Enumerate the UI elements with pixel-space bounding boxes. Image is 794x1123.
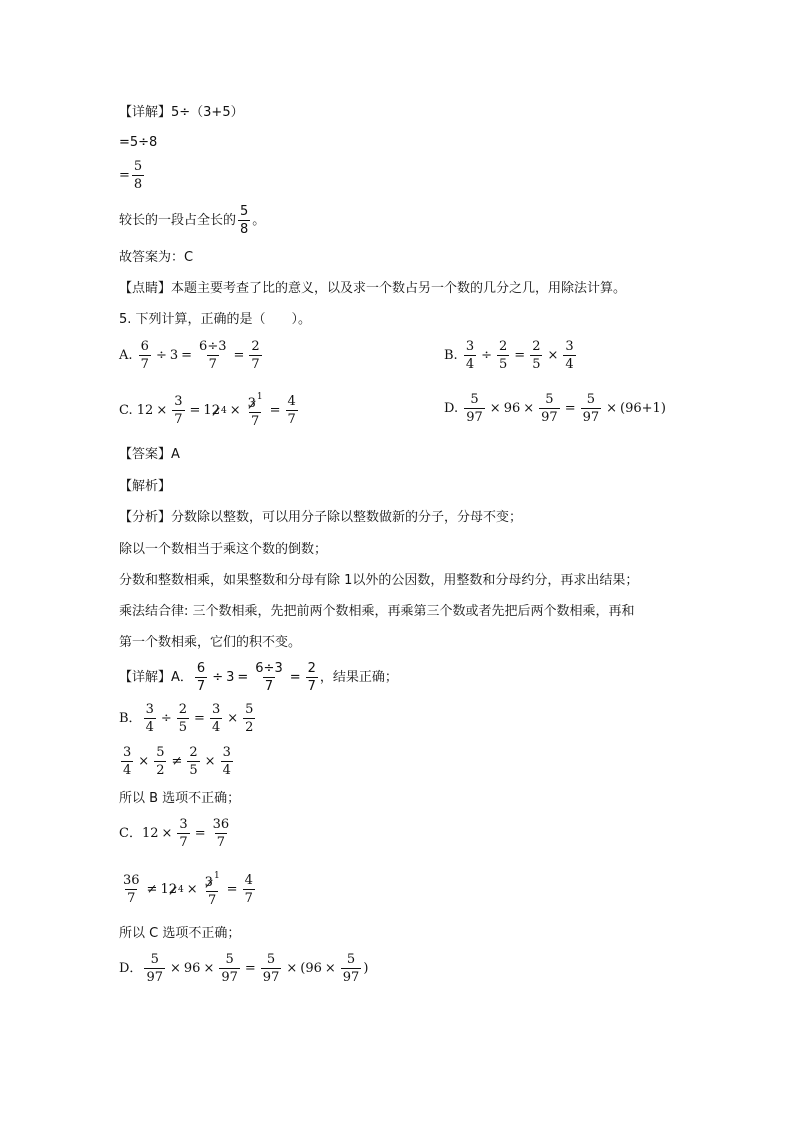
detail-c-2: $\frac{36}{7}$ ≠ 1 2 4 × $\frac{3^1}{7}$ = $\frac{4}{7}$ bbox=[123, 871, 253, 908]
detail-d-1: D． $\frac{5}{97}$ × 96 × $\frac{5}{97}$ = $\frac{5}{97}$ × ( 96 × $\frac{5}{97}$ ) bbox=[119, 952, 369, 985]
answer-line: 故答案为：C bbox=[119, 250, 194, 265]
fenxi-line-2: 除以一个数相当于乘这个数的倒数； bbox=[119, 542, 328, 557]
detail-line-2: =5÷8 bbox=[119, 135, 158, 150]
option-d: D. $\frac{5}{97}$ × 96 × $\frac{5}{97}$ = $\frac{5}{97}$ × ( 96+1 ) bbox=[444, 392, 666, 425]
fenxi-line-3: 分数和整数相乘，如果整数和分母有除 1以外的公因数，用整数和分母约分，再求出结果； bbox=[119, 573, 639, 588]
answer-label: 【答案】A bbox=[119, 447, 180, 462]
fenxi-line-1: 【分析】分数除以整数，可以用分子除以整数做新的分子，分母不变； bbox=[119, 510, 523, 525]
detail-a: 【详解】A． $\frac{6}{7}$ ÷ 3 = $\frac{6\div 3}{7}$ = $\frac{2}{7}$ ，结果正确； bbox=[119, 661, 398, 694]
b-wrong: 所以 B 选项不正确； bbox=[119, 791, 241, 806]
detail-b-2: $\frac{3}{4}$ × $\frac{5}{2}$ ≠ $\frac{2}{5}$ × $\frac{3}{4}$ bbox=[123, 745, 231, 778]
analysis-label: 【解析】 bbox=[119, 479, 172, 494]
detail-line-3: = $\frac{5}{8}$ bbox=[119, 159, 143, 192]
fenxi-line-5: 第一个数相乘，它们的积不变。 bbox=[119, 635, 302, 650]
fraction: $\frac{5}{8}$ bbox=[133, 159, 143, 192]
option-c: C. 12 × $\frac{3}{7}$ = 1 2 4 × $\frac{3^1}{7}$ = $\frac{4}{7}$ bbox=[119, 392, 296, 429]
detail-c-1: C． 12 × $\frac{3}{7}$ = $\frac{36}{7}$ bbox=[119, 817, 230, 850]
c-wrong: 所以 C 选项不正确； bbox=[119, 926, 241, 941]
question-5: 5. 下列计算，正确的是（ ）。 bbox=[119, 312, 312, 327]
fenxi-line-4: 乘法结合律: 三个数相乘，先把前两个数相乘，再乘第三个数或者先把后两个数相乘，再和 bbox=[119, 604, 635, 619]
fraction: $\frac{5}{8}$ bbox=[240, 204, 249, 237]
option-a: A. $\frac{6}{7}$ ÷ 3 = $\frac{6\div 3}{7}$ = $\frac{2}{7}$ bbox=[119, 339, 260, 372]
detail-line-4: 较长的一段占全长的 $\frac{5}{8}$ 。 bbox=[119, 204, 266, 237]
dianjing-line: 【点睛】本题主要考查了比的意义，以及求一个数占另一个数的几分之几，用除法计算。 bbox=[119, 281, 627, 296]
detail-b-1: B． $\frac{3}{4}$ ÷ $\frac{2}{5}$ = $\frac{3}{4}$ × $\frac{5}{2}$ bbox=[119, 702, 254, 735]
option-b: B. $\frac{3}{4}$ ÷ $\frac{2}{5}$ = $\frac{2}{5}$ × $\frac{3}{4}$ bbox=[444, 339, 574, 372]
detail-line-1: 【详解】5÷（3+5） bbox=[119, 105, 244, 120]
